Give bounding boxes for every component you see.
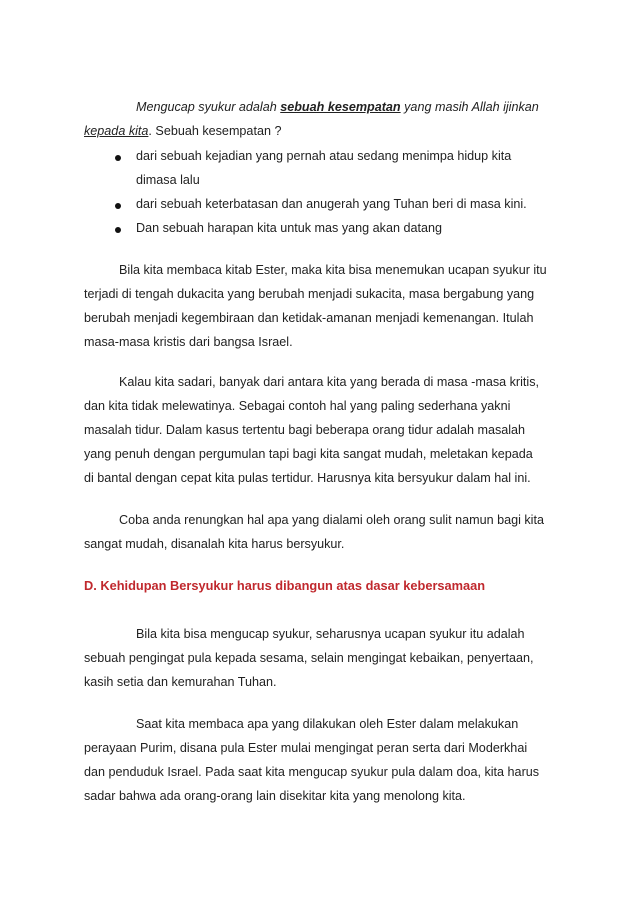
paragraph-2-line-4: yang penuh dengan pergumulan tapi bagi kita sangat mudah, meletakan kepada [84,447,533,461]
section-paragraph-1-line-1: Bila kita bisa mengucap syukur, seharusnya ucapan syukur itu adalah [136,627,525,641]
section-paragraph-2-line-4: sadar bahwa ada orang-orang lain disekitar kita yang menolong kita. [84,789,466,803]
intro-line-2-rest: . Sebuah kesempatan ? [148,124,282,138]
intro-text-1: Mengucap syukur adalah [136,100,281,114]
bullet-marker-2 [115,203,121,209]
bullet-3-line-1: Dan sebuah harapan kita untuk mas yang akan datang [136,221,442,235]
bullet-1-line-1: dari sebuah kejadian yang pernah atau sedang menimpa hidup kita [136,149,512,163]
section-paragraph-2-line-2: perayaan Purim, disana pula Ester mulai mengingat peran serta dari Moderkhai [84,741,528,755]
section-paragraph-1-line-2: sebuah pengingat pula kepada sesama, selain mengingat kebaikan, penyertaan, [84,651,534,665]
paragraph-1-line-4: masa-masa kristis dari bangsa Israel. [84,335,293,349]
section-paragraph-2-line-1: Saat kita membaca apa yang dilakukan oleh Ester dalam melakukan [136,717,519,731]
intro-text-2: yang masih Allah ijinkan [400,100,539,114]
section-paragraph-1-line-3: kasih setia dan kemurahan Tuhan. [84,675,277,689]
intro-line-1 [136,99,539,115]
intro-emphasis: sebuah kesempatan [280,100,401,114]
intro-line-2 [84,123,281,139]
bullet-1-line-2: dimasa lalu [136,173,200,187]
bullet-marker-1 [115,155,121,161]
paragraph-1-line-2: terjadi di tengah dukacita yang berubah menjadi sukacita, masa bergabung yang [84,287,535,301]
paragraph-2-line-1: Kalau kita sadari, banyak dari antara kita yang berada di masa -masa kritis, [119,375,540,389]
section-paragraph-2-line-3: dan penduduk Israel. Pada saat kita mengucap syukur pula dalam doa, kita harus [84,765,540,779]
paragraph-3-line-2: sangat mudah, disanalah kita harus bersyukur. [84,537,345,551]
bullet-2-line-1: dari sebuah keterbatasan dan anugerah yang Tuhan beri di masa kini. [136,197,527,211]
paragraph-2-line-3: masalah tidur. Dalam kasus tertentu bagi beberapa orang tidur adalah masalah [84,423,526,437]
paragraph-2-line-5: di bantal dengan cepat kita pulas tertidur. Harusnya kita bersyukur dalam hal ini. [84,471,531,485]
paragraph-1-line-1: Bila kita membaca kitab Ester, maka kita bisa menemukan ucapan syukur itu [119,263,547,277]
intro-italic-phrase: kepada kita [84,124,149,138]
paragraph-1-line-3: berubah menjadi kegembiraan dan ketidak-amanan menjadi kemenangan. Itulah [84,311,534,325]
paragraph-3-line-1: Coba anda renungkan hal apa yang dialami oleh orang sulit namun bagi kita [119,513,544,527]
bullet-marker-3 [115,227,121,233]
paragraph-2-line-2: dan kita tidak melewatinya. Sebagai contoh hal yang paling sederhana yakni [84,399,511,413]
section-heading: D. Kehidupan Bersyukur harus dibangun atas dasar kebersamaan [84,578,486,593]
